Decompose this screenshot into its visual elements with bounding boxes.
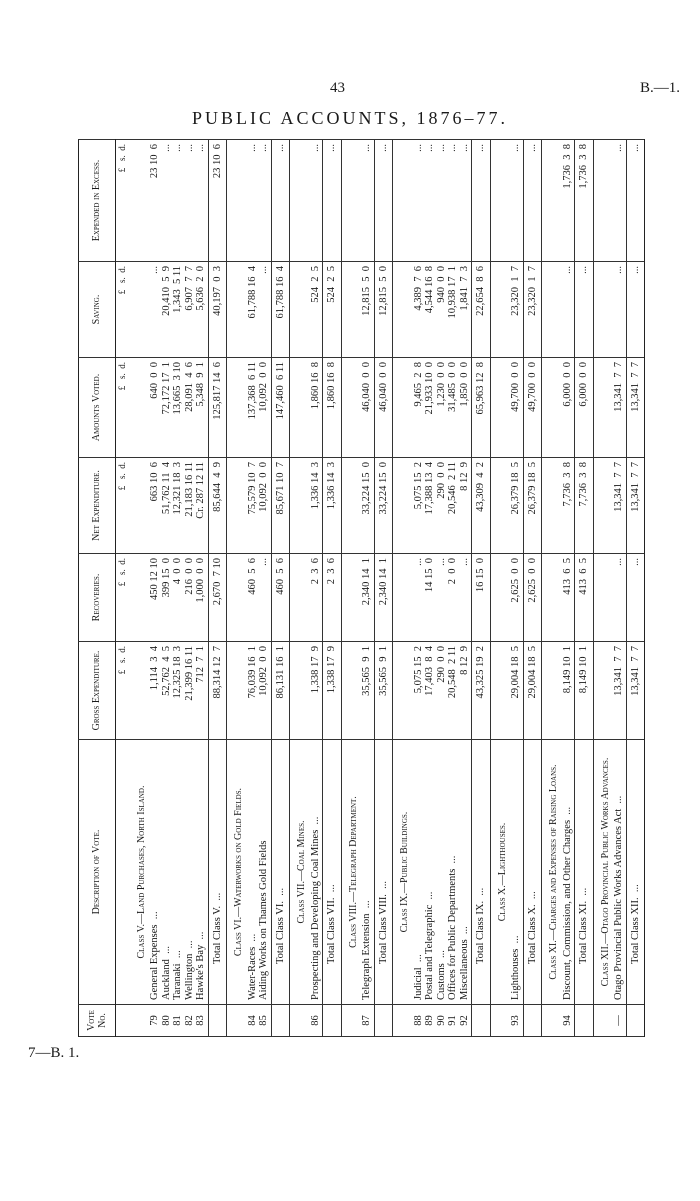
class-heading-row bbox=[290, 140, 309, 1037]
page-title: PUBLIC ACCOUNTS, 1876–77. bbox=[191, 108, 509, 128]
cell-desc: Class X.—Lighthouses. bbox=[490, 740, 509, 1005]
cell-desc: General Expenses ... Auckland ... Taranaki ... Wellington ... Hawke's Bay ... bbox=[148, 740, 208, 1005]
cell-desc: Telegraph Extension ... bbox=[360, 740, 374, 1005]
cell-net: 26,379 18 5 bbox=[509, 458, 523, 554]
class-total-row bbox=[472, 140, 491, 1037]
cell-excess: 1,736 3 8 bbox=[561, 140, 575, 262]
cell-voted bbox=[393, 358, 412, 458]
table-row bbox=[360, 140, 374, 1037]
table-body bbox=[130, 140, 645, 1037]
cell-voted bbox=[490, 358, 509, 458]
cell-excess: ... bbox=[271, 140, 290, 262]
cell-saving bbox=[341, 262, 360, 358]
cell-recoveries bbox=[227, 554, 246, 642]
cell-voted: 46,040 0 0 bbox=[374, 358, 393, 458]
cell-gross: 76,039 16 1 10,092 0 0 bbox=[246, 642, 272, 740]
cell-recoveries bbox=[130, 554, 149, 642]
cell-excess: ... bbox=[323, 140, 342, 262]
cell-vote bbox=[542, 1005, 561, 1037]
unit-cell bbox=[116, 1005, 130, 1037]
cell-excess bbox=[593, 140, 612, 262]
cell-recoveries: 2,625 0 0 bbox=[509, 554, 523, 642]
unit-cell: £ s. d. bbox=[116, 458, 130, 554]
cell-vote: 79 80 81 82 83 bbox=[148, 1005, 208, 1037]
cell-voted: 1,860 16 8 bbox=[323, 358, 342, 458]
cell-recoveries: 2,340 14 1 bbox=[360, 554, 374, 642]
cell-net: 7,736 3 8 bbox=[575, 458, 594, 554]
cell-gross: 29,004 18 5 bbox=[523, 642, 542, 740]
cell-net: 75,579 10 7 10,092 0 0 bbox=[246, 458, 272, 554]
unit-cell: £ s. d. bbox=[116, 140, 130, 262]
cell-voted bbox=[290, 358, 309, 458]
cell-vote bbox=[490, 1005, 509, 1037]
cell-net: 33,224 15 0 bbox=[374, 458, 393, 554]
table-row bbox=[309, 140, 323, 1037]
unit-cell: £ s. d. bbox=[116, 642, 130, 740]
cell-saving: 61,788 16 4 ... bbox=[246, 262, 272, 358]
cell-desc: Total Class X. ... bbox=[523, 740, 542, 1005]
cell-gross: 13,341 7 7 bbox=[626, 642, 645, 740]
cell-desc: Total Class XII. ... bbox=[626, 740, 645, 1005]
cell-desc: Class VII.—Coal Mines. bbox=[290, 740, 309, 1005]
cell-gross: 29,004 18 5 bbox=[509, 642, 523, 740]
cell-excess: 23 10 6 ... ... ... ... bbox=[148, 140, 208, 262]
cell-saving: ... bbox=[612, 262, 626, 358]
unit-cell: £ s. d. bbox=[116, 262, 130, 358]
col-net: Net Expenditure. bbox=[79, 458, 116, 554]
cell-net: 13,341 7 7 bbox=[626, 458, 645, 554]
cell-saving: 22,654 8 6 bbox=[472, 262, 491, 358]
cell-recoveries: 413 6 5 bbox=[561, 554, 575, 642]
cell-net bbox=[393, 458, 412, 554]
cell-gross bbox=[130, 642, 149, 740]
cell-excess bbox=[341, 140, 360, 262]
cell-voted bbox=[341, 358, 360, 458]
cell-net: 5,075 15 2 17,388 13 4 290 0 0 20,546 2 11 8 12 9 bbox=[412, 458, 472, 554]
cell-gross bbox=[227, 642, 246, 740]
cell-voted: 125,817 14 6 bbox=[208, 358, 227, 458]
page-number: 43 bbox=[330, 80, 345, 96]
cell-voted: 13,341 7 7 bbox=[626, 358, 645, 458]
cell-recoveries bbox=[490, 554, 509, 642]
currency-unit-row bbox=[116, 140, 130, 1037]
cell-excess: 1,736 3 8 bbox=[575, 140, 594, 262]
cell-recoveries bbox=[341, 554, 360, 642]
cell-saving bbox=[130, 262, 149, 358]
cell-net bbox=[593, 458, 612, 554]
cell-gross: 1,338 17 9 bbox=[309, 642, 323, 740]
col-gross-label: Gross Expenditure. bbox=[91, 650, 103, 731]
cell-net: 663 10 6 51,762 11 4 12,321 18 3 21,183 16 11 Cr. 287 12 11 bbox=[148, 458, 208, 554]
cell-vote bbox=[593, 1005, 612, 1037]
cell-net bbox=[227, 458, 246, 554]
cell-excess bbox=[393, 140, 412, 262]
class-total-row bbox=[523, 140, 542, 1037]
cell-gross bbox=[490, 642, 509, 740]
cell-recoveries: 2 3 6 bbox=[309, 554, 323, 642]
cell-desc: Lighthouses ... bbox=[509, 740, 523, 1005]
cell-desc: Class VI.—Waterworks on Gold Fields. bbox=[227, 740, 246, 1005]
cell-saving bbox=[227, 262, 246, 358]
class-total-row bbox=[208, 140, 227, 1037]
table-row bbox=[561, 140, 575, 1037]
cell-saving: ... bbox=[575, 262, 594, 358]
table-container bbox=[78, 140, 694, 1037]
table-row bbox=[612, 140, 626, 1037]
cell-excess: ... bbox=[626, 140, 645, 262]
cell-net: 1,336 14 3 bbox=[323, 458, 342, 554]
col-vote-no: Vote No. bbox=[79, 1005, 116, 1037]
cell-voted: 9,465 2 8 21,933 10 0 1,230 0 0 31,485 0 0 1,850 0 0 bbox=[412, 358, 472, 458]
cell-recoveries: 2,670 7 10 bbox=[208, 554, 227, 642]
cell-saving: 23,320 1 7 bbox=[523, 262, 542, 358]
cell-recoveries bbox=[542, 554, 561, 642]
cell-net bbox=[130, 458, 149, 554]
cell-recoveries: 2,625 0 0 bbox=[523, 554, 542, 642]
cell-voted: 6,000 0 0 bbox=[561, 358, 575, 458]
cell-net bbox=[341, 458, 360, 554]
cell-desc: Prospecting and Developing Coal Mines ... bbox=[309, 740, 323, 1005]
cell-vote bbox=[575, 1005, 594, 1037]
unit-cell bbox=[116, 740, 130, 1005]
cell-gross: 13,341 7 7 bbox=[612, 642, 626, 740]
cell-saving: 524 2 5 bbox=[309, 262, 323, 358]
class-heading-row bbox=[227, 140, 246, 1037]
class-total-row bbox=[374, 140, 393, 1037]
col-voted: Amounts Voted. bbox=[79, 358, 116, 458]
disbursements-table bbox=[78, 139, 645, 1037]
class-total-row bbox=[323, 140, 342, 1037]
cell-desc: Total Class VIII. ... bbox=[374, 740, 393, 1005]
cell-recoveries: 460 5 6 ... bbox=[246, 554, 272, 642]
cell-vote bbox=[130, 1005, 149, 1037]
table-row bbox=[148, 140, 208, 1037]
cell-desc: Class VIII.—Telegraph Department. bbox=[341, 740, 360, 1005]
cell-vote bbox=[393, 1005, 412, 1037]
cell-voted: 46,040 0 0 bbox=[360, 358, 374, 458]
cell-voted: 640 0 0 72,172 17 1 13,665 3 10 28,091 4 6 5,348 9 1 bbox=[148, 358, 208, 458]
cell-excess: ... bbox=[612, 140, 626, 262]
cell-excess: ... bbox=[374, 140, 393, 262]
cell-vote: — bbox=[612, 1005, 626, 1037]
cell-excess bbox=[542, 140, 561, 262]
cell-desc: Class XI.—Charges and Expenses of Raising Loans. bbox=[542, 740, 561, 1005]
cell-recoveries: 2,340 14 1 bbox=[374, 554, 393, 642]
cell-voted: 147,460 6 11 bbox=[271, 358, 290, 458]
cell-gross: 1,114 3 4 52,762 4 5 12,325 18 3 21,399 16 11 712 7 1 bbox=[148, 642, 208, 740]
cell-voted bbox=[130, 358, 149, 458]
cell-voted: 13,341 7 7 bbox=[612, 358, 626, 458]
cell-vote: 93 bbox=[509, 1005, 523, 1037]
cell-gross bbox=[341, 642, 360, 740]
cell-saving: 12,815 5 0 bbox=[374, 262, 393, 358]
cell-net bbox=[290, 458, 309, 554]
cell-net: 26,379 18 5 bbox=[523, 458, 542, 554]
cell-voted: 49,700 0 0 bbox=[523, 358, 542, 458]
cell-saving: 23,320 1 7 bbox=[509, 262, 523, 358]
cell-net bbox=[542, 458, 561, 554]
cell-recoveries: 460 5 6 bbox=[271, 554, 290, 642]
class-heading-row bbox=[130, 140, 149, 1037]
cell-voted: 6,000 0 0 bbox=[575, 358, 594, 458]
cell-excess: ... bbox=[523, 140, 542, 262]
cell-net bbox=[490, 458, 509, 554]
document-reference: B.—1. bbox=[640, 80, 681, 96]
cell-vote bbox=[208, 1005, 227, 1037]
cell-desc: Class XII.—Otago Provincial Public Works Advances. bbox=[593, 740, 612, 1005]
col-recoveries: Recoveries. bbox=[79, 554, 116, 642]
cell-vote: 86 bbox=[309, 1005, 323, 1037]
cell-desc: Total Class XI. ... bbox=[575, 740, 594, 1005]
cell-voted bbox=[542, 358, 561, 458]
cell-desc: Water-Races ... Aiding Works on Thames Gold Fields bbox=[246, 740, 272, 1005]
cell-saving bbox=[490, 262, 509, 358]
cell-vote bbox=[626, 1005, 645, 1037]
cell-voted: 137,368 6 11 10,092 0 0 bbox=[246, 358, 272, 458]
class-heading-row bbox=[490, 140, 509, 1037]
col-saving: Saving. bbox=[79, 262, 116, 358]
class-heading-row bbox=[542, 140, 561, 1037]
cell-net: 7,736 3 8 bbox=[561, 458, 575, 554]
header-row bbox=[79, 140, 116, 1037]
cell-voted: 1,860 16 8 bbox=[309, 358, 323, 458]
cell-saving bbox=[290, 262, 309, 358]
cell-desc: Discount, Commission, and Other Charges ... bbox=[561, 740, 575, 1005]
class-heading-row bbox=[593, 140, 612, 1037]
cell-gross: 86,131 16 1 bbox=[271, 642, 290, 740]
cell-voted bbox=[593, 358, 612, 458]
cell-vote: 94 bbox=[561, 1005, 575, 1037]
cell-saving: 61,788 16 4 bbox=[271, 262, 290, 358]
cell-gross: 8,149 10 1 bbox=[561, 642, 575, 740]
cell-gross bbox=[393, 642, 412, 740]
cell-saving bbox=[542, 262, 561, 358]
cell-desc: Class IX.—Public Buildings. bbox=[393, 740, 412, 1005]
cell-net: 85,671 10 7 bbox=[271, 458, 290, 554]
cell-gross bbox=[290, 642, 309, 740]
cell-saving: 524 2 5 bbox=[323, 262, 342, 358]
cell-excess: ... bbox=[509, 140, 523, 262]
cell-recoveries: 413 6 5 bbox=[575, 554, 594, 642]
cell-saving: 40,197 0 3 bbox=[208, 262, 227, 358]
cell-excess: ... ... bbox=[246, 140, 272, 262]
cell-vote bbox=[472, 1005, 491, 1037]
cell-net: 33,224 15 0 bbox=[360, 458, 374, 554]
cell-saving bbox=[593, 262, 612, 358]
footer-reference: 7—B. 1. bbox=[28, 1045, 80, 1061]
cell-desc: Total Class IX. ... bbox=[472, 740, 491, 1005]
cell-gross: 5,075 15 2 17,403 8 4 290 0 0 20,548 2 11 8 12 9 bbox=[412, 642, 472, 740]
rotated-table-area bbox=[78, 140, 694, 1037]
cell-vote: 84 85 bbox=[246, 1005, 272, 1037]
cell-desc: Otago Provincial Public Works Advances Act ... bbox=[612, 740, 626, 1005]
cell-recoveries: ... bbox=[626, 554, 645, 642]
cell-recoveries bbox=[393, 554, 412, 642]
cell-vote bbox=[323, 1005, 342, 1037]
cell-excess: ... bbox=[472, 140, 491, 262]
cell-gross: 88,314 12 7 bbox=[208, 642, 227, 740]
cell-recoveries: ... bbox=[612, 554, 626, 642]
unit-cell: £ s. d. bbox=[116, 358, 130, 458]
class-total-row bbox=[626, 140, 645, 1037]
cell-net: 13,341 7 7 bbox=[612, 458, 626, 554]
cell-saving: 12,815 5 0 bbox=[360, 262, 374, 358]
cell-voted: 65,963 12 8 bbox=[472, 358, 491, 458]
cell-desc: Judicial ... Postal and Telegraphic ... Customs ... Offices for Public Departments ... Miscellaneous ... bbox=[412, 740, 472, 1005]
cell-excess bbox=[227, 140, 246, 262]
cell-net: 43,309 4 2 bbox=[472, 458, 491, 554]
table-row bbox=[509, 140, 523, 1037]
cell-desc: Class V.—Land Purchases, North Island. bbox=[130, 740, 149, 1005]
cell-desc: Total Class V. ... bbox=[208, 740, 227, 1005]
cell-gross: 1,338 17 9 bbox=[323, 642, 342, 740]
cell-recoveries: 2 3 6 bbox=[323, 554, 342, 642]
cell-gross: 35,565 9 1 bbox=[360, 642, 374, 740]
cell-gross bbox=[542, 642, 561, 740]
cell-excess: ... bbox=[360, 140, 374, 262]
cell-saving: ... 20,410 5 9 1,343 5 11 6,907 7 7 5,636 2 0 bbox=[148, 262, 208, 358]
cell-gross: 8,149 10 1 bbox=[575, 642, 594, 740]
cell-net: 1,336 14 3 bbox=[309, 458, 323, 554]
class-total-row bbox=[271, 140, 290, 1037]
cell-excess bbox=[490, 140, 509, 262]
unit-cell: £ s. d. bbox=[116, 554, 130, 642]
cell-vote bbox=[341, 1005, 360, 1037]
cell-recoveries: 16 15 0 bbox=[472, 554, 491, 642]
cell-excess bbox=[130, 140, 149, 262]
col-description: Description of Vote. bbox=[79, 740, 116, 1005]
cell-vote bbox=[227, 1005, 246, 1037]
cell-desc: Total Class VII. ... bbox=[323, 740, 342, 1005]
cell-saving: 4,389 7 6 4,544 16 8 940 0 0 10,938 17 1 1,841 7 3 bbox=[412, 262, 472, 358]
col-excess: Expended in Excess. bbox=[79, 140, 116, 262]
cell-recoveries: 450 12 10 399 15 0 4 0 0 216 0 0 1,000 0 0 bbox=[148, 554, 208, 642]
cell-vote bbox=[374, 1005, 393, 1037]
cell-vote: 87 bbox=[360, 1005, 374, 1037]
cell-vote bbox=[271, 1005, 290, 1037]
cell-voted: 49,700 0 0 bbox=[509, 358, 523, 458]
cell-excess: 23 10 6 bbox=[208, 140, 227, 262]
cell-vote bbox=[523, 1005, 542, 1037]
cell-recoveries bbox=[290, 554, 309, 642]
table-row bbox=[412, 140, 472, 1037]
cell-excess: ... ... ... ... ... bbox=[412, 140, 472, 262]
cell-vote bbox=[290, 1005, 309, 1037]
cell-gross: 35,565 9 1 bbox=[374, 642, 393, 740]
class-heading-row bbox=[341, 140, 360, 1037]
cell-vote: 88 89 90 91 92 bbox=[412, 1005, 472, 1037]
cell-gross bbox=[593, 642, 612, 740]
cell-excess bbox=[290, 140, 309, 262]
cell-recoveries bbox=[593, 554, 612, 642]
class-heading-row bbox=[393, 140, 412, 1037]
cell-desc: Total Class VI. ... bbox=[271, 740, 290, 1005]
cell-saving: ... bbox=[561, 262, 575, 358]
cell-excess: ... bbox=[309, 140, 323, 262]
cell-saving bbox=[393, 262, 412, 358]
cell-voted bbox=[227, 358, 246, 458]
table-row bbox=[246, 140, 272, 1037]
cell-gross: 43,325 19 2 bbox=[472, 642, 491, 740]
col-gross bbox=[79, 642, 116, 740]
cell-recoveries: ... 14 15 0 ... 2 0 0 ... bbox=[412, 554, 472, 642]
class-total-row bbox=[575, 140, 594, 1037]
cell-saving: ... bbox=[626, 262, 645, 358]
cell-net: 85,644 4 9 bbox=[208, 458, 227, 554]
